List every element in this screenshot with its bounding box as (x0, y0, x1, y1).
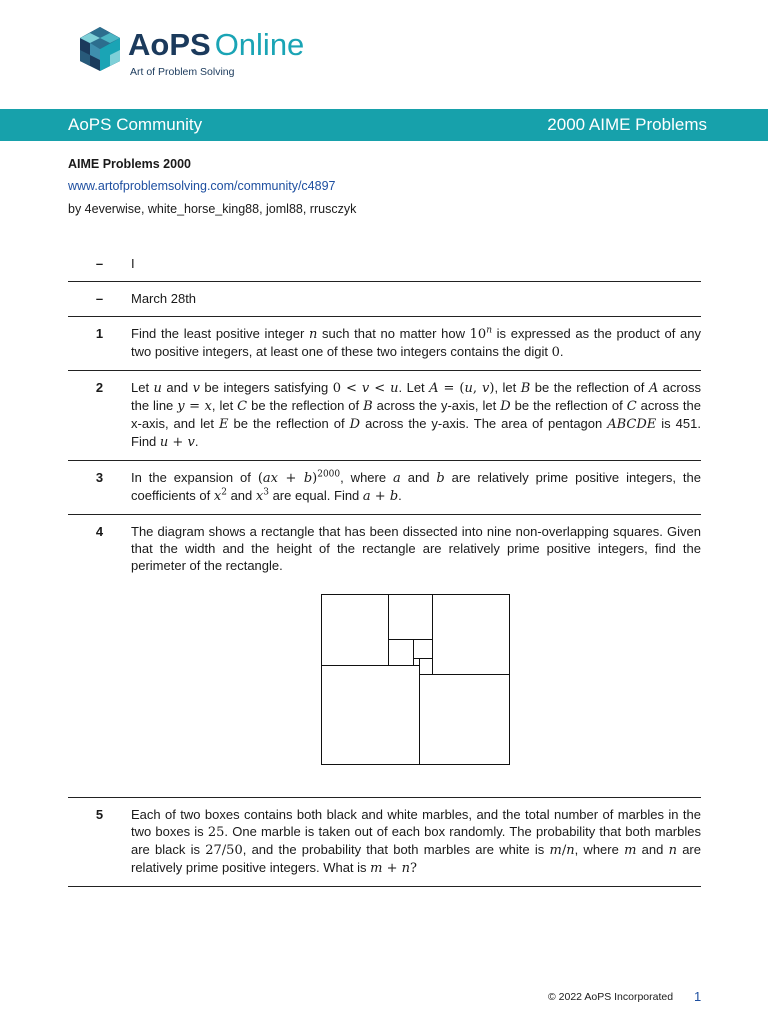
row-marker: – (95, 291, 104, 306)
problem-number: 2 (95, 380, 104, 395)
square-top-middle (389, 595, 433, 640)
row-marker: – (95, 256, 104, 271)
problem-text: The diagram shows a rectangle that has been dissected into nine non-overlapping squares. Given that the width and the height of the rectangle are relatively prime positive integers, find the perimeter of the rectangle. (131, 523, 701, 788)
problem-text: Let u and v be integers satisfying 0 < v < u. Let A = (u, v), let B be the reflection of A across the line y = x, let C be the reflection of B across the y-axis, let D be the reflection of C across the x-axis, and let E be the reflection of D across the y-axis. The area of pentagon ABCDE is 451. Find u + v. (131, 380, 701, 450)
problem-row-5 (68, 798, 701, 887)
section-label: I (131, 256, 135, 271)
date-row (68, 282, 701, 317)
problem-number: 3 (95, 470, 104, 485)
page-number: 1 (694, 989, 702, 1004)
aops-cube-icon (78, 26, 122, 72)
copyright-text: © 2022 AoPS Incorporated (548, 991, 674, 1003)
section-row (68, 247, 701, 282)
problem-row-4 (68, 515, 701, 798)
problem-number: 5 (95, 807, 104, 822)
square-top-right (433, 595, 510, 675)
problem-text: Find the least positive integer n such that no matter how 10$^n$ is expressed as the product of any two positive integers, at least one of these two integers contains the digit 0. (131, 325, 701, 360)
community-link[interactable]: www.artofproblemsolving.com/community/c4897 (68, 179, 336, 193)
problem-text: Each of two boxes contains both black and white marbles, and the total number of marbles in the two boxes is 25. One marble is taken out of each box randomly. The probability that both marbles are black is 27/50, and the probability that both marbles are white is m/n, where m and n are relatively prime positive integers. What is m + n? (131, 807, 701, 876)
community-label: AoPS Community (68, 115, 203, 134)
problem-row-2 (68, 371, 701, 461)
logo-bold-text: AoPS (128, 27, 211, 62)
dissected-rectangle-diagram (321, 594, 511, 766)
document-title: AIME Problems 2000 (68, 157, 191, 171)
problem-row-1 (68, 317, 701, 371)
logo-online-text: Online (214, 27, 305, 62)
header-banner (0, 109, 768, 141)
square-bottom-right (420, 675, 510, 765)
square-bottom-left (322, 666, 420, 765)
problem-text: In the expansion of (ax + b)$^{2000}$, where a and b are relatively prime positive integers, the coefficients of $x^2$ and $x^3$ are equal. Find a + b. (131, 469, 701, 504)
authors-line: by 4everwise, white_horse_king88, joml88, rrusczyk (68, 202, 357, 216)
square-small-b (414, 640, 433, 659)
square-small-d (420, 659, 433, 675)
square-top-left (322, 595, 389, 666)
square-small-a (389, 640, 414, 666)
problem-row-3 (68, 461, 701, 515)
contest-title: 2000 AIME Problems (547, 115, 707, 134)
outer-rectangle (322, 595, 510, 765)
problem-number: 4 (95, 524, 104, 539)
logo-tagline: Art of Problem Solving (130, 66, 235, 78)
problem-list (68, 247, 701, 887)
aops-logo[interactable] (78, 24, 338, 84)
square-small-c (414, 659, 420, 666)
problem-number: 1 (95, 326, 104, 341)
logo-wordmark (128, 28, 304, 62)
contest-date: March 28th (131, 291, 197, 306)
